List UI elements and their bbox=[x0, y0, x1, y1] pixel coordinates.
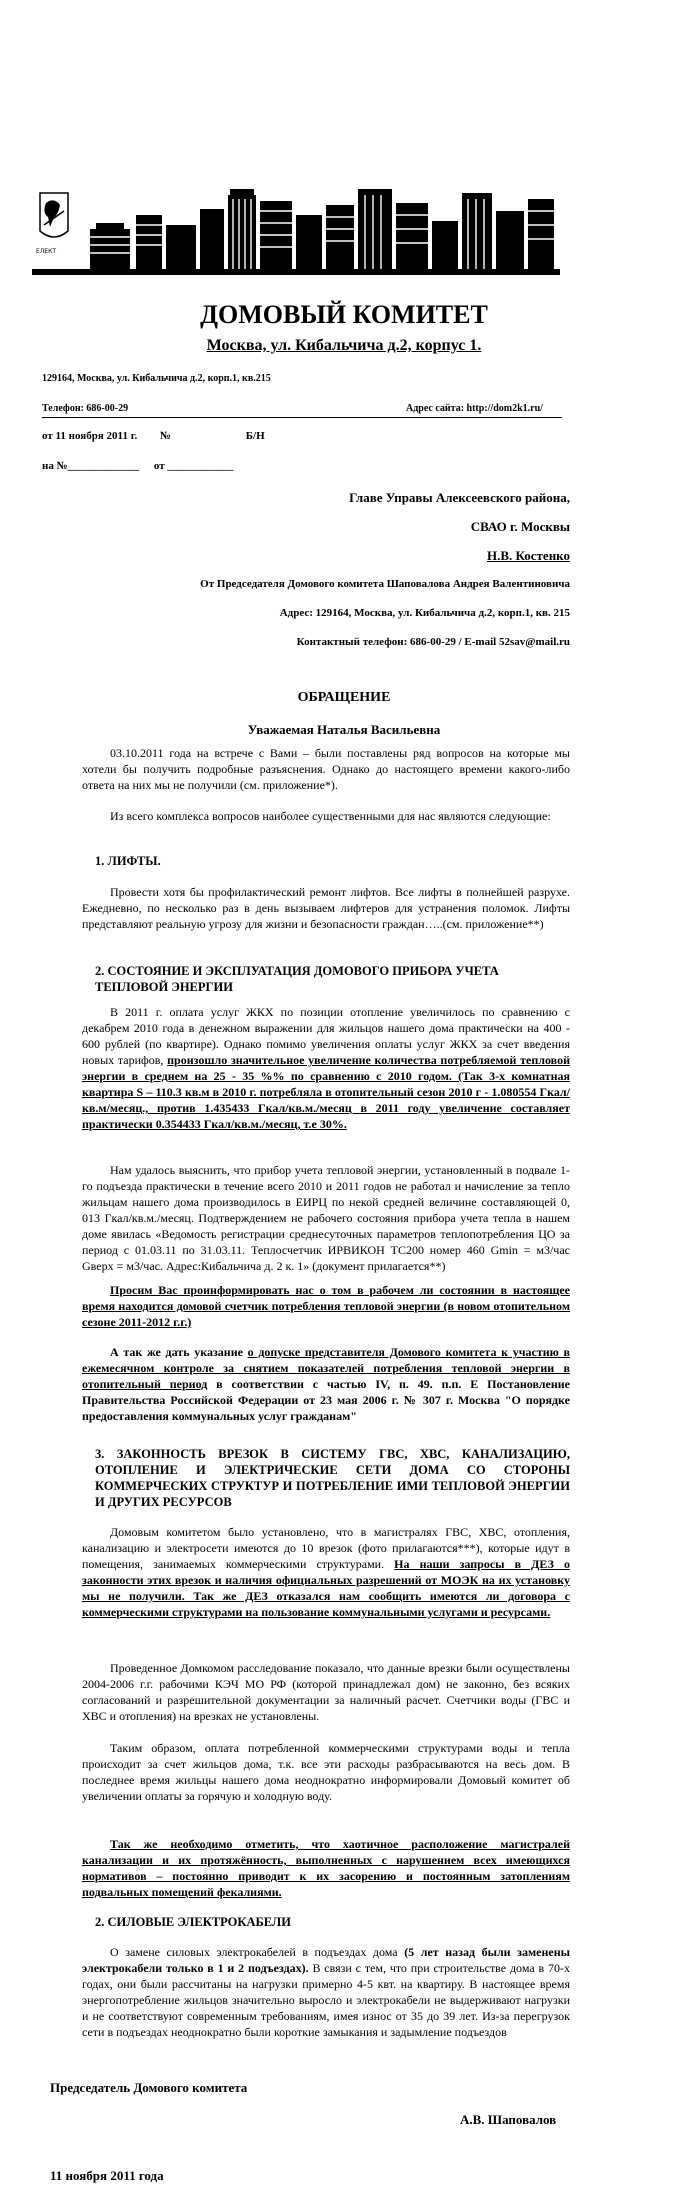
s2-p1-emphasis: произошло значительное увеличение количества потребляемой тепловой энергии в среднем на 25 - 35 %% по сравнению с 2010 годом. (Так 3-х комнатная квартира S – 110.3 кв.м в 2010 г. потребляла в отопительный сезон 2010 г - 1.080554 Гкал/кв.м/месяц., против 1.435433 Гкал/кв.м./месяц в 2011 году увеличение составляет практически 0.354433 Гкал/кв.м./месяц, т.е 30%. bbox=[82, 1053, 570, 1131]
website: Адрес сайта: http://dom2k1.ru/ bbox=[406, 403, 543, 414]
section-2-paragraph-3: Просим Вас проинформировать нас о том в рабочем ли состоянии в настоящее время находится домовой счетчик потребления тепловой энергии (в новом отопительном сезоне 2011-2012 г.г.) bbox=[82, 1283, 570, 1329]
date-text: от 11 ноября 2011 г. bbox=[42, 430, 138, 442]
s4-p1-rest: В связи с тем, что при строительстве дома в 70-х годах, они были рассчитаны на нагрузки примерно 4-5 квт. на квартиру. В настоящее время энергопотребление жильцов значительно выросло и электрокабели не выдерживают нагрузки и не соответствуют современным требованиям, имея износ от 35 до 39 лет. Из-за перегрузок сети в подъездах неоднократно были короткие замыкания и задымление подъездов bbox=[82, 1961, 570, 2039]
org-address: Москва, ул. Кибальчича д.2, корпус 1. bbox=[206, 337, 482, 354]
section-2-paragraph-1 bbox=[82, 1004, 570, 1132]
intro-paragraph-2: Из всего комплекса вопросов наиболее существенными для нас являются следующие: bbox=[110, 809, 551, 823]
section-3-paragraph-4: Так же необходимо отметить, что хаотичное расположение магистралей канализации и их протяжённость, выполненных с нарушением всех имеющихся нормативов – постоянно приводит к их засорению и постоянным затоплениям подвальных помещений фекалиями. bbox=[82, 1837, 570, 1899]
addressee-line3: Н.В. Костенко bbox=[486, 548, 570, 563]
org-title: ДОМОВЫЙ КОМИТЕТ bbox=[200, 300, 488, 329]
ref-from: от ____________ bbox=[153, 460, 234, 472]
skyline-graphic bbox=[32, 185, 560, 280]
section-2-title: 2. СОСТОЯНИЕ И ЭКСПЛУАТАЦИЯ ДОМОВОГО ПРИБОРА УЧЕТА ТЕПЛОВОЙ ЭНЕРГИИ bbox=[95, 964, 499, 994]
header-skyline-logo bbox=[32, 185, 560, 280]
s3-p1-emphasis: На наши запросы в ДЕЗ о законности этих врезок и наличия официальных разрешений от МОЭК на их установку мы не получили. Так же ДЕЗ отказался нам сообщить имеются ли договора с коммерческими структурами на пользование коммунальными услугами и ресурсами. bbox=[82, 1557, 570, 1619]
number-label: № bbox=[159, 430, 172, 442]
s2-p4-text: А так же дать указание bbox=[110, 1345, 248, 1359]
section-3-paragraph-1 bbox=[82, 1524, 570, 1620]
intro-paragraph-1: 03.10.2011 года на встрече с Вами – были поставлены ряд вопросов на которые мы хотели бы получить подробные разъяснения. Однако до настоящего времени какого-либо ответа на них мы не получили (см. приложение*). bbox=[82, 746, 570, 792]
section-4-title: 2. СИЛОВЫЕ ЭЛЕКТРОКАБЕЛИ bbox=[95, 1915, 291, 1929]
s4-p1-text: О замене силовых электрокабелей в подъездах дома bbox=[110, 1945, 405, 1959]
signature-date: 11 ноября 2011 года bbox=[50, 2168, 164, 2183]
header-divider bbox=[42, 417, 562, 418]
addressee-line1: Главе Управы Алексеевского района, bbox=[349, 490, 570, 505]
number-value: Б/Н bbox=[245, 430, 265, 442]
sender-contacts: Контактный телефон: 686-00-29 / E-mail 52sav@mail.ru bbox=[296, 636, 570, 648]
section-2-paragraph-4 bbox=[82, 1344, 570, 1424]
postal-address: 129164, Москва, ул. Кибальчича д.2, корп.1, кв.215 bbox=[42, 373, 271, 384]
section-1-title: 1. ЛИФТЫ. bbox=[95, 854, 161, 868]
phone: Телефон: 686-00-29 bbox=[42, 403, 129, 414]
sender-address: Адрес: 129164, Москва, ул. Кибальчича д.2, корп.1, кв. 215 bbox=[279, 607, 570, 619]
s2-p4-rest: в соответствии с частью IV, п. 49. п.п. Е Постановление Правительства Российской Федерации от 23 мая 2006 г. № 307 г. Москва "О порядке предоставления коммунальных услуг гражданам" bbox=[82, 1377, 570, 1423]
s2-p1-text: В 2011 г. оплата услуг ЖКХ по позиции отопление увеличилось по сравнению с декабрем 2010 года в денежном выражении для жильцов нашего дома практически на 400 - 600 рублей (по квартире). Однако помимо увеличения оплаты услуг ЖКХ за счет введения новых тарифов, bbox=[82, 1005, 570, 1067]
section-3-paragraph-3: Таким образом, оплата потребленной коммерческими структурами воды и тепла происходит за счет жильцов дома, т.к. все эти расходы разбрасываются на весь дом. В последнее время жильцы нашего дома неоднократно информировали Домовый комитет об увеличении оплаты за горячую и холодную воду. bbox=[82, 1741, 570, 1803]
section-3-title: 3. ЗАКОННОСТЬ ВРЕЗОК В СИСТЕМУ ГВС, ХВС, КАНАЛИЗАЦИЮ, ОТОПЛЕНИЕ И ЭЛЕКТРИЧЕСКИЕ СЕТИ ДОМА СО СТОРОНЫ КОММЕРЧЕСКИХ СТРУКТУР И ПОТРЕБЛЕНИЕ ИМИ ТЕПЛОВОЙ ЭНЕРГИИ И ДРУГИХ РЕСУРСОВ bbox=[95, 1447, 570, 1509]
signature-title: Председатель Домового комитета bbox=[50, 2080, 248, 2095]
coat-of-arms-icon bbox=[36, 193, 68, 255]
sender-line: От Председателя Домового комитета Шаповалова Андрея Валентиновича bbox=[200, 578, 570, 590]
section-1-paragraph: Провести хотя бы профилактический ремонт лифтов. Все лифты в полнейшей разрухе. Ежедневно, по несколько раз в день вызываем лифтеров для устранения поломок. Лифты представляют реальную угрозу для жизни и безопасности граждан…..(см. приложение**) bbox=[82, 885, 570, 931]
date-line bbox=[42, 430, 265, 442]
addressee-line2: СВАО г. Москвы bbox=[470, 519, 570, 534]
greeting: Уважаемая Наталья Васильевна bbox=[247, 722, 441, 737]
section-2-paragraph-2: Нам удалось выяснить, что прибор учета тепловой энергии, установленный в подвале 1-го подъезда практически в течение всего 2010 и 2011 годов не работал и начисление за тепло жильцам нашего дома производилось в ЕИРЦ по некой средней величине составляющей 0, 013 Гкал/кв.м./месяц. Подтверждением не рабочего состояния прибора учета тепла в нашем доме явилась «Ведомость регистрации среднесуточных параметров теплопотребления ЦО за период с 01.03.11 по 31.03.11. Теплосчетчик ИРВИКОН ТС200 номер 460 Gmin = м3/час Gверх = м3/час. Адрес:Кибальчича д. 2 к. 1» (документ прилагается**) bbox=[82, 1163, 570, 1273]
s3-p1-text: Домовым комитетом было установлено, что в магистралях ГВС, ХВС, отопления, канализацию и электросети имеются до 10 врезок (фото прилагаются***), которые идут в помещения, занимаемых коммерческими структурами. bbox=[82, 1525, 570, 1571]
ref-line bbox=[42, 460, 233, 472]
section-3-paragraph-2: Проведенное Домкомом расследование показало, что данные врезки были осуществлены 2004-2006 г.г. рабочими КЭЧ МО РФ (которой принадлежал дом) не законно, без всяких согласований и разрешительной документации за наличный расчет. Счетчики воды (ГВС и ХВС и отопления) на врезках не установлены. bbox=[82, 1661, 570, 1723]
s4-p1-emphasis: (5 лет назад были заменены электрокабели только в 1 и 2 подъездах). bbox=[82, 1945, 570, 1975]
s2-p4-emphasis: о допуске представителя Домового комитета к участию в ежемесячном контроле за снятием показателей потребления тепловой энергии в отопительный период bbox=[82, 1345, 570, 1391]
letter-title: ОБРАЩЕНИЕ bbox=[297, 690, 391, 705]
section-4-paragraph bbox=[82, 1944, 570, 2040]
ref-number: на №_____________ bbox=[42, 460, 140, 472]
svg-text:ЕЛЕКТ: ЕЛЕКТ bbox=[36, 248, 57, 255]
signature-name: А.В. Шаповалов bbox=[460, 2112, 557, 2127]
